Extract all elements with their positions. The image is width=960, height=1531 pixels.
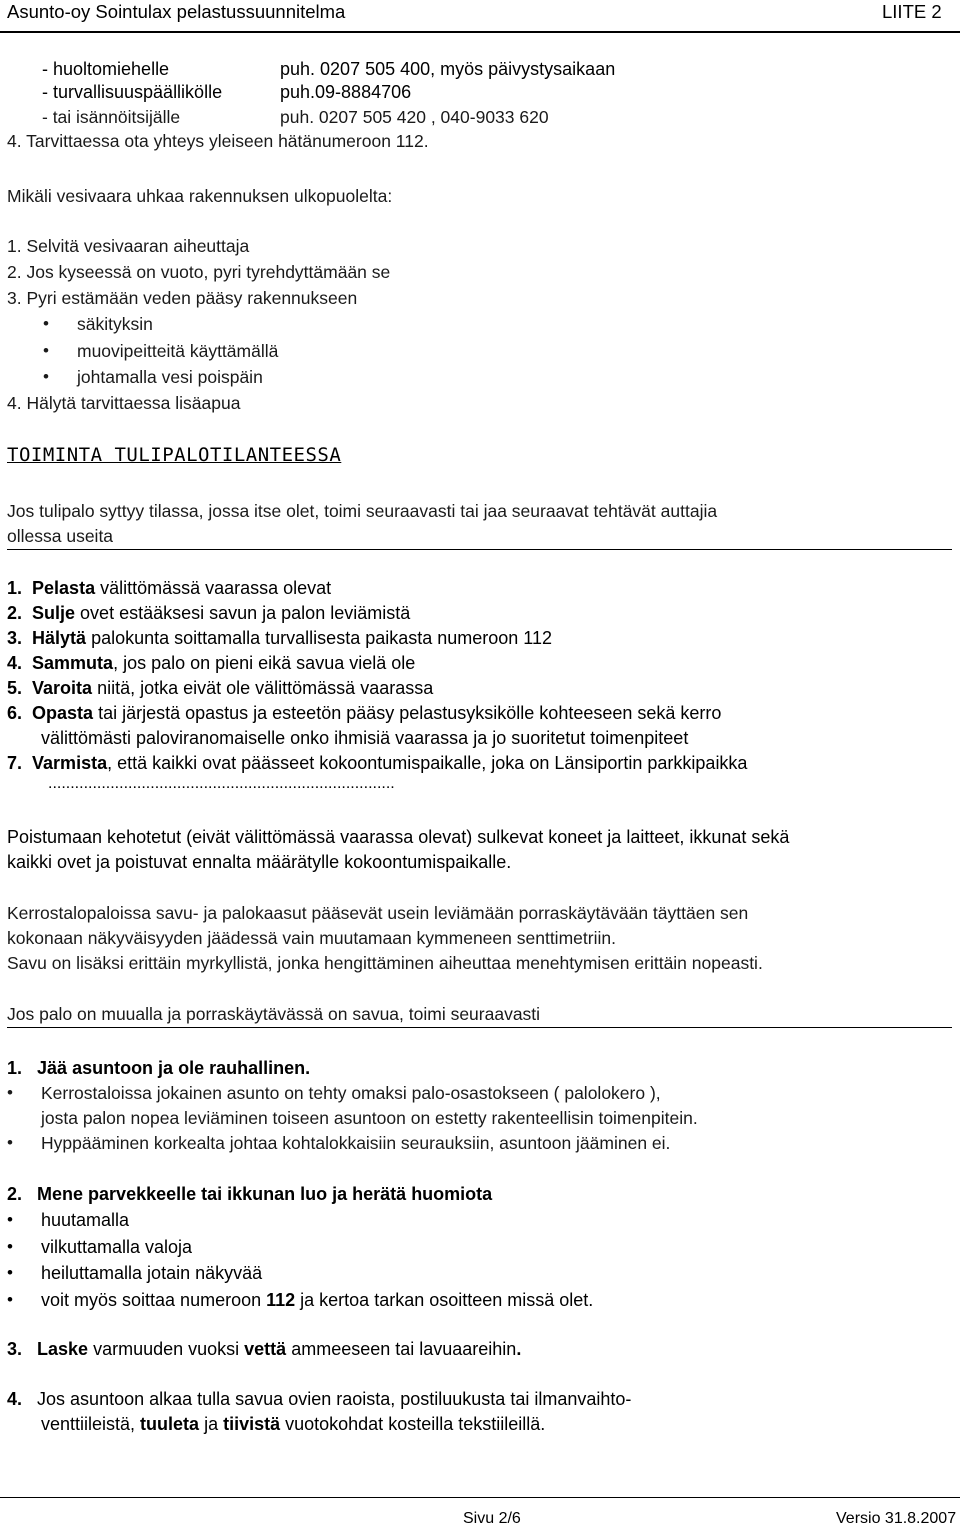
stair-step-1: 1. Jää asuntoon ja ole rauhallinen. bbox=[7, 1058, 311, 1078]
appendix-label: LIITE 2 bbox=[882, 1, 942, 22]
water-step-4: 4. Hälytä tarvittaessa lisäapua bbox=[7, 393, 241, 413]
stairwell-section-title: Jos palo on muualla ja porraskäytävässä on savua, toimi seuraavasti bbox=[7, 1004, 541, 1024]
fire-step-1: 1. Pelasta välittömässä vaarassa olevat bbox=[7, 578, 332, 598]
fire-step-6-continued: välittömästi paloviranomaiselle onko ihmisiä vaarassa ja jo suoritetut toimenpiteet bbox=[41, 728, 689, 748]
contact-label-3: - tai isännöitsijälle bbox=[42, 107, 181, 127]
stair-step-2-bullet-2: • vilkuttamalla valoja bbox=[41, 1236, 192, 1258]
water-bullet-2: • muovipeitteitä käyttämällä bbox=[77, 340, 278, 362]
fill-in-dots: .............................................................................. bbox=[48, 775, 395, 792]
page-number: Sivu 2/6 bbox=[463, 1510, 521, 1527]
water-step-1: 1. Selvitä vesivaaran aiheuttaja bbox=[7, 236, 250, 256]
stair-step-2-bullet-1: • huutamalla bbox=[41, 1209, 129, 1231]
stair-step-2-bullet-3: • heiluttamalla jotain näkyvää bbox=[41, 1262, 262, 1284]
stair-step-2: 2. Mene parvekkeelle tai ikkunan luo ja herätä huomiota bbox=[7, 1184, 493, 1204]
smoke-line-2: kokonaan näkyväisyyden jäädessä vain muutamaan kymmeneen senttimetriin. bbox=[7, 928, 616, 948]
stair-step-1-bullet-2: • Hyppääminen korkealta johtaa kohtalokkaisiin seurauksiin, asuntoon jääminen ei. bbox=[41, 1132, 670, 1154]
fire-step-3: 3. Hälytä palokunta soittamalla turvallisesta paikasta numeroon 112 bbox=[7, 628, 552, 648]
emergency-number-step: 4. Tarvittaessa ota yhteys yleiseen hätänumeroon 112. bbox=[7, 131, 429, 151]
water-step-3: 3. Pyri estämään veden pääsy rakennukseen bbox=[7, 288, 358, 308]
stair-step-1-bullet-1: • Kerrostaloissa jokainen asunto on tehty omaksi palo-osastokseen ( palolokero ), bbox=[41, 1082, 661, 1104]
document-title: Asunto-oy Sointulax pelastussuunnitelma bbox=[7, 1, 346, 22]
contact-value-2: puh.09-8884706 bbox=[280, 82, 412, 102]
fire-intro-rule bbox=[7, 549, 952, 550]
water-bullet-3: • johtamalla vesi poispäin bbox=[77, 366, 263, 388]
water-section-title: Mikäli vesivaara uhkaa rakennuksen ulkopuolelta: bbox=[7, 186, 393, 206]
header-rule bbox=[0, 31, 960, 33]
fire-intro-line-1: Jos tulipalo syttyy tilassa, jossa itse olet, toimi seuraavasti tai jaa seuraavat tehtävät auttajia bbox=[7, 501, 718, 521]
fire-step-5: 5. Varoita niitä, jotka eivät ole välittömässä vaarassa bbox=[7, 678, 434, 698]
stair-step-3: 3. Laske varmuuden vuoksi vettä ammeeseen tai lavuaareihin. bbox=[7, 1339, 522, 1359]
fire-step-2: 2. Sulje ovet estääksesi savun ja palon leviämistä bbox=[7, 603, 411, 623]
footer-rule bbox=[0, 1497, 960, 1498]
water-step-2: 2. Jos kyseessä on vuoto, pyri tyrehdyttämään se bbox=[7, 262, 391, 282]
fire-section-heading: TOIMINTA TULIPALOTILANTEESSA bbox=[7, 444, 342, 466]
stairwell-title-rule bbox=[7, 1027, 952, 1028]
contact-value-3: puh. 0207 505 420 , 040-9033 620 bbox=[280, 107, 549, 127]
stair-step-4-cont: venttiileistä, tuuleta ja tiivistä vuotokohdat kosteilla tekstiileillä. bbox=[41, 1414, 546, 1434]
stair-step-2-bullet-4: • voit myös soittaa numeroon 112 ja kertoa tarkan osoitteen missä olet. bbox=[41, 1289, 593, 1311]
fire-step-4: 4. Sammuta, jos palo on pieni eikä savua vielä ole bbox=[7, 653, 416, 673]
smoke-line-3: Savu on lisäksi erittäin myrkyllistä, jonka hengittäminen aiheuttaa menehtymisen erittäin nopeasti. bbox=[7, 953, 763, 973]
contact-value-1: puh. 0207 505 400, myös päivystysaikaan bbox=[280, 59, 616, 79]
contact-label-1: - huoltomiehelle bbox=[42, 59, 170, 79]
stair-step-4: 4. Jos asuntoon alkaa tulla savua ovien raoista, postiluukusta tai ilmanvaihto- bbox=[7, 1389, 632, 1409]
evacuation-line-2: kaikki ovet ja poistuvat ennalta määrätylle kokoontumispaikalle. bbox=[7, 852, 512, 872]
contact-label-2: - turvallisuuspäällikölle bbox=[42, 82, 223, 102]
fire-step-7: 7. Varmista, että kaikki ovat päässeet kokoontumispaikalle, joka on Länsiportin parkkipaikka bbox=[7, 753, 748, 773]
water-bullet-1: • säkityksin bbox=[77, 313, 153, 335]
evacuation-line-1: Poistumaan kehotetut (eivät välittömässä vaarassa olevat) sulkevat koneet ja laitteet, ikkunat sekä bbox=[7, 827, 790, 847]
smoke-line-1: Kerrostalopaloissa savu- ja palokaasut pääsevät usein leviämään porraskäytävään täyttäen sen bbox=[7, 903, 749, 923]
stair-step-1-bullet-1-cont: josta palon nopea leviäminen toiseen asuntoon on estetty rakenteellisin toimenpitein. bbox=[41, 1108, 698, 1128]
fire-step-6: 6. Opasta tai järjestä opastus ja esteetön pääsy pelastusyksikölle kohteeseen sekä kerro bbox=[7, 703, 722, 723]
fire-intro-line-2: ollessa useita bbox=[7, 526, 114, 546]
version-label: Versio 31.8.2007 bbox=[836, 1510, 957, 1527]
